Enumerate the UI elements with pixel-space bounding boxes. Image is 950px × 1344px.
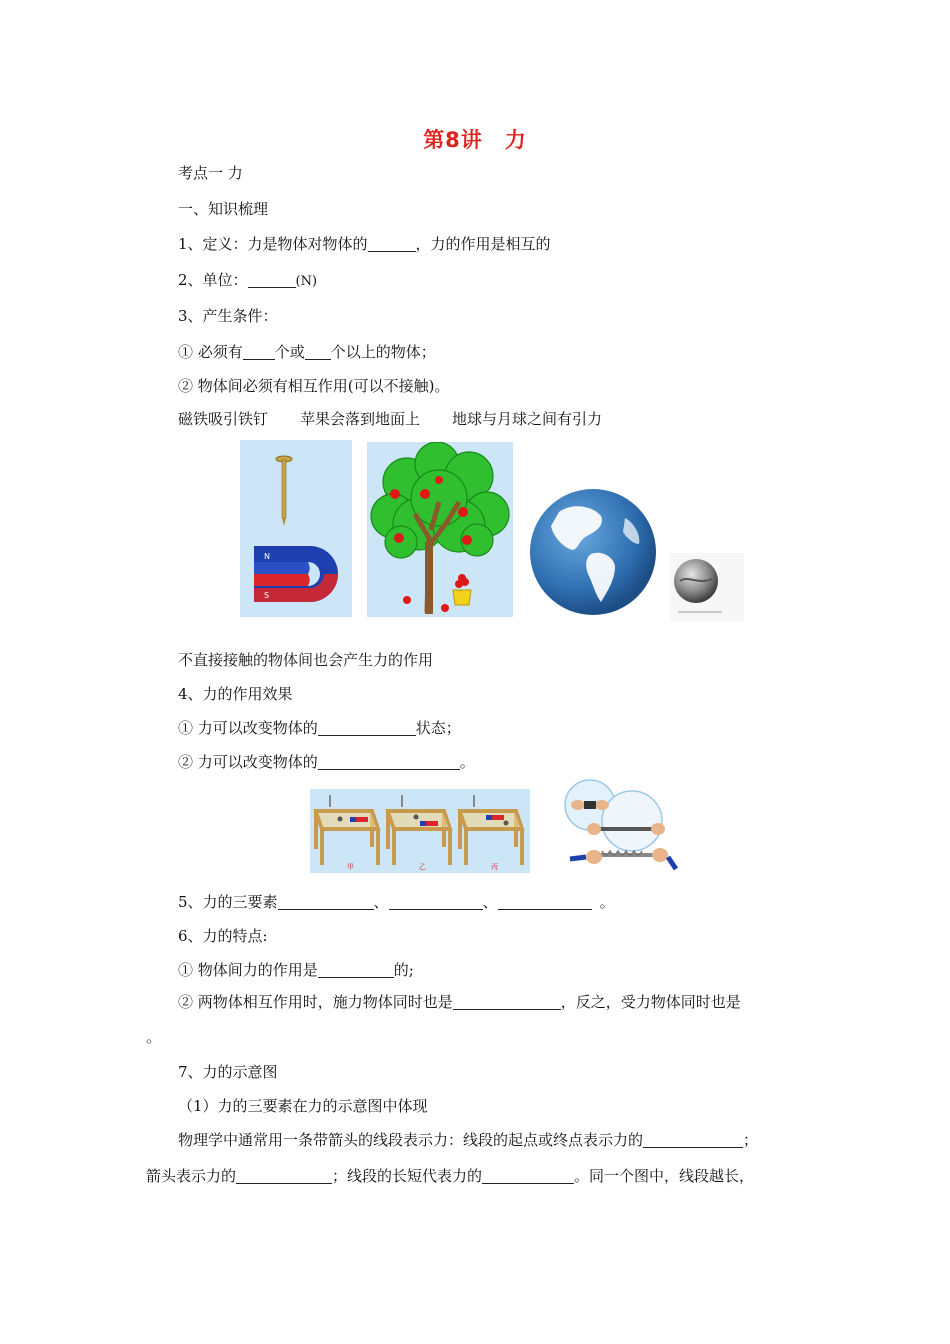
diagram-description-1: 物理学中通常用一条带箭头的线段表示力：线段的起点或终点表示力的 ； xyxy=(178,1131,759,1149)
condition-2: ② 物体间必须有相互作用(可以不接触)。 xyxy=(178,377,450,395)
characteristic-1: ① 物体间力的作用是 的; xyxy=(178,961,414,979)
three-elements-line: 5、力的三要素 、 、 。 xyxy=(178,893,615,911)
blank-field xyxy=(453,993,561,1010)
unit-line: 2、单位： (N) xyxy=(178,271,318,289)
magnet-nail-image xyxy=(240,440,352,617)
characteristics-heading: 6、力的特点: xyxy=(178,927,268,945)
subsection-heading: 一、知识梳理 xyxy=(178,200,269,218)
examples-caption: 磁铁吸引铁钉 苹果会落到地面上 地球与月球之间有引力 xyxy=(178,410,603,428)
characteristic-2: ② 两物体相互作用时，施力物体同时也是 ，反之，受力物体同时也是 xyxy=(178,993,741,1011)
magnet-experiment-image xyxy=(310,789,530,873)
diagram-subheading: （1）力的三要素在力的示意图中体现 xyxy=(178,1097,428,1115)
non-contact-note: 不直接接触的物体间也会产生力的作用 xyxy=(178,651,434,669)
effect-1: ① 力可以改变物体的 状态； xyxy=(178,719,461,737)
blank-field xyxy=(243,343,275,360)
effect-2: ② 力可以改变物体的 。 xyxy=(178,753,475,771)
blank-field xyxy=(482,1167,574,1184)
diagram-description-2: 箭头表示力的 ；线段的长短代表力的 。同一个图中，线段越长， xyxy=(146,1167,755,1185)
blank-field xyxy=(643,1131,743,1148)
condition-1: ① 必须有 个或 个以上的物体； xyxy=(178,343,436,361)
section-heading: 考点一 力 xyxy=(178,164,243,182)
blank-field xyxy=(278,893,374,910)
blank-field xyxy=(248,271,296,288)
blank-field xyxy=(318,753,460,770)
moon-image xyxy=(670,553,744,621)
blank-field xyxy=(318,961,394,978)
magnet-s-label: S xyxy=(264,591,270,600)
magnet-n-label: N xyxy=(264,552,270,561)
blank-field xyxy=(389,893,483,910)
earth-image xyxy=(529,488,657,616)
definition-line: 1、定义：力是物体对物体的 ，力的作用是相互的 xyxy=(178,235,551,253)
effect-heading: 4、力的作用效果 xyxy=(178,685,293,703)
deformation-image xyxy=(560,779,678,873)
blank-field xyxy=(305,343,331,360)
characteristic-2-end: 。 xyxy=(146,1028,162,1046)
blank-field xyxy=(368,235,416,252)
condition-heading: 3、产生条件： xyxy=(178,307,278,325)
experiment-label: 乙 xyxy=(419,863,426,871)
blank-field xyxy=(498,893,592,910)
diagram-heading: 7、力的示意图 xyxy=(178,1063,278,1081)
page-title: 第8讲 力 xyxy=(423,128,527,152)
apple-tree-image xyxy=(367,442,513,617)
blank-field xyxy=(318,719,416,736)
experiment-label: 丙 xyxy=(491,863,498,871)
blank-field xyxy=(236,1167,332,1184)
experiment-label: 甲 xyxy=(347,863,354,871)
